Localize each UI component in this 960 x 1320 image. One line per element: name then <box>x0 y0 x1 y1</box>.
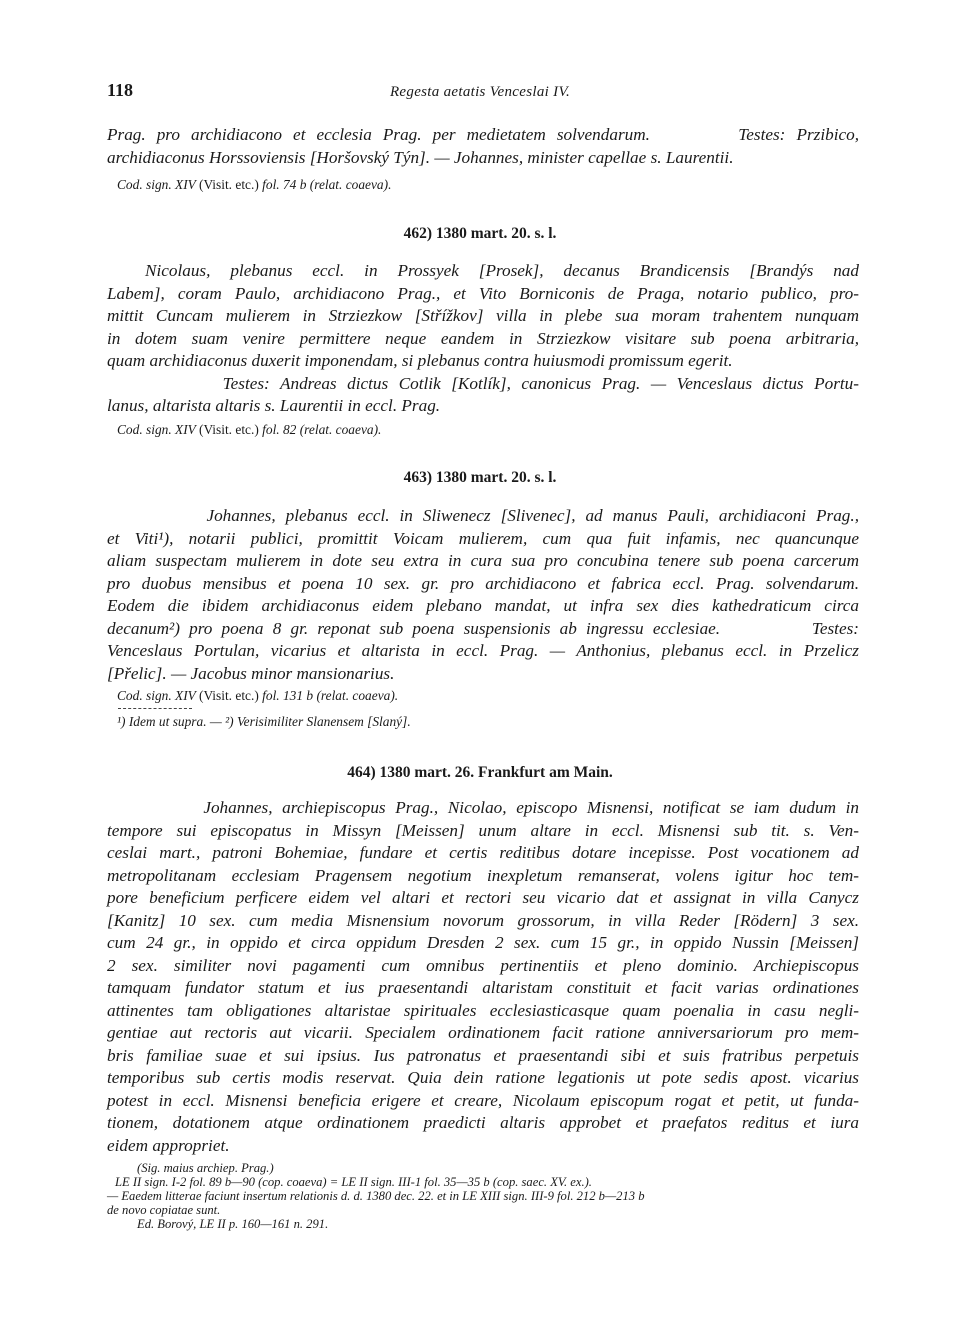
text-line: temporibus sub certis modis reservat. Quia dein ratione legationis ut pote sedis apost. vicarius <box>107 1068 859 1087</box>
text-line: tamquam fundator statum et ius praesentandi altaristam constituit et facit varias ordinationes <box>107 978 859 997</box>
text-line: Testes: Andreas dictus Cotlik [Kotlík], canonicus Prag. — Venceslaus dictus Portu- <box>107 373 859 393</box>
running-title: Regesta aetatis Venceslai IV. <box>389 84 571 100</box>
source-notes <box>107 1161 867 1231</box>
text-line: Prag. pro archidiacono et ecclesia Prag. per medietatem solvendarum. Testes: Przibico, <box>107 125 859 144</box>
footnote-rule <box>118 708 192 709</box>
text-line: [Kanitz] 10 sex. cum media Misnensium novorum grossorum, in villa Reder [Rödern] 3 sex. <box>107 910 859 930</box>
text-line: decanum²) pro poena 8 gr. reponat sub poena suspensionis ab ingressu ecclesiae. Testes: <box>107 618 859 638</box>
text-line: mittit Cuncam mulierem in Strziezkow [Střížkov] villa in plebe sua moram trahentem nunquam <box>107 306 859 325</box>
text-line: Johannes, plebanus eccl. in Sliwenecz [Slivenec], ad manus Pauli, archidiaconi Prag., <box>107 506 859 525</box>
text-line: aliam suspectam mulierem in dote seu extra in cura sua pro concubina tenere sub poena carcerum <box>107 551 859 570</box>
text-line: quam archidiaconus duxerit imponendam, si plebanus contra huiusmodi promissum egerit. <box>107 351 733 370</box>
text-line: in dotem suam venire permittere neque eandem in Strziezkow visitare sub poena arbitraria, <box>107 328 859 348</box>
text-line: Venceslaus Portulan, vicarius et altarista in eccl. Prag. — Anthonius, plebanus eccl. in Przelicz <box>107 641 859 660</box>
note-line: de novo copiatae sunt. <box>107 1203 221 1217</box>
note-line: LE II sign. I-2 fol. 89 b—90 (cop. coaeva) = LE II sign. III-1 fol. 35—35 b (cop. saec. XV. ex.). <box>115 1175 592 1189</box>
regest-body <box>107 797 859 1157</box>
regest-body <box>107 260 859 418</box>
source-citation: Cod. sign. XIV (Visit. etc.) fol. 74 b (relat. coaeva). <box>117 177 392 192</box>
text-line: ceslai mart., patroni Bohemiae, fundare et certis reditibus dotare incepisse. Post vocationem ad <box>107 843 859 862</box>
text-line: pore beneficium perficere eidem vel altari et rectori seu vicario dat et assignat in villa Canycz <box>107 888 859 907</box>
page-number: 118 <box>107 80 134 100</box>
text-line: Nicolaus, plebanus eccl. in Prossyek [Prosek], decanus Brandicensis [Brandýs nad <box>145 261 859 280</box>
continuation-paragraph <box>107 124 859 169</box>
source-citation: Cod. sign. XIV (Visit. etc.) fol. 82 (relat. coaeva). <box>117 422 382 437</box>
text-line: lanus, altarista altaris s. Laurentii in eccl. Prag. <box>107 396 441 415</box>
text-line: cum 24 gr., in oppido et circa oppidum Dresden 2 sex. cum 15 gr., in oppido Nussin [Meissen] <box>107 933 859 952</box>
text-line: tempore sui episcopatus in Missyn [Meissen] unum altare in eccl. Misnensi sub tit. s. Ven- <box>107 820 859 840</box>
note-line: Ed. Borový, LE II p. 160—161 n. 291. <box>137 1217 329 1231</box>
text-line: Eodem die ibidem archidiaconus eidem plebano mandat, ut infra sex dies kathedraticum circa <box>107 596 859 615</box>
text-line: [Přelic]. — Jacobus minor mansionarius. <box>107 663 395 683</box>
text-line: Labem], coram Paulo, archidiacono Prag., et Vito Borniconis de Praga, notario publico, pro- <box>107 283 859 303</box>
regest-body <box>107 505 859 685</box>
text-line: et Viti¹), notarii publici, promittit Voicam mulierem, cum qua fuit infamis, nec quancunque <box>107 528 859 548</box>
text-line: gentiae aut rectoris aut vicarii. Specialem ordinationem facit ratione anniversariorum pro mem- <box>107 1023 859 1042</box>
text-line: Johannes, archiepiscopus Prag., Nicolao, episcopo Misnensi, notificat se iam dudum in <box>107 798 859 817</box>
text-line: pro duobus mensibus et poena 10 sex. gr. pro archidiacono et fabrica eccl. Prag. solvendarum. <box>107 573 859 593</box>
text-line: tionem, dotationem atque ordinationem praedicti altaris approbet et praefatos reditus et iura <box>107 1113 859 1132</box>
regest-heading: 463) 1380 mart. 20. s. l. <box>403 469 557 486</box>
source-citation: Cod. sign. XIV (Visit. etc.) fol. 131 b (relat. coaeva). <box>117 688 399 703</box>
note-line: — Eaedem litterae faciunt insertum relationis d. d. 1380 dec. 22. et in LE XIII sign. III-9 fol. 212 b—213 b <box>107 1189 645 1203</box>
text-line: potest in eccl. Misnensi beneficia erigere et creare, Nicolaum episcopum rogat et petit, ut funda- <box>107 1090 859 1110</box>
regest-heading: 464) 1380 mart. 26. Frankfurt am Main. <box>347 764 613 781</box>
text-line: 2 sex. similiter novi pagamenti cum omnibus pertinentiis et pleno dominio. Archiepiscopus <box>107 955 859 975</box>
text-line: eidem appropriet. <box>107 1135 230 1155</box>
text-line: bris familiae suae et sui ipsius. Ius patronatus et praesentandi sibi et suis fratribus perpetuis <box>107 1045 859 1065</box>
regest-heading: 462) 1380 mart. 20. s. l. <box>403 225 557 242</box>
text-line: metropolitanam ecclesiam Pragensem negotium inexpletum remanserat, volens igitur hoc tem- <box>107 865 859 885</box>
footnotes: ¹) Idem ut supra. — ²) Verisimiliter Slanensem [Slaný]. <box>117 714 411 729</box>
note-line: (Sig. maius archiep. Prag.) <box>137 1161 274 1175</box>
text-line: attinentes tam obligationes altaristae spirituales ecclesiasticasque quam poenalia in casu negli- <box>107 1000 859 1020</box>
text-line: archidiaconus Horssoviensis [Horšovský Týn]. — Johannes, minister capellae s. Laurentii. <box>107 147 734 167</box>
